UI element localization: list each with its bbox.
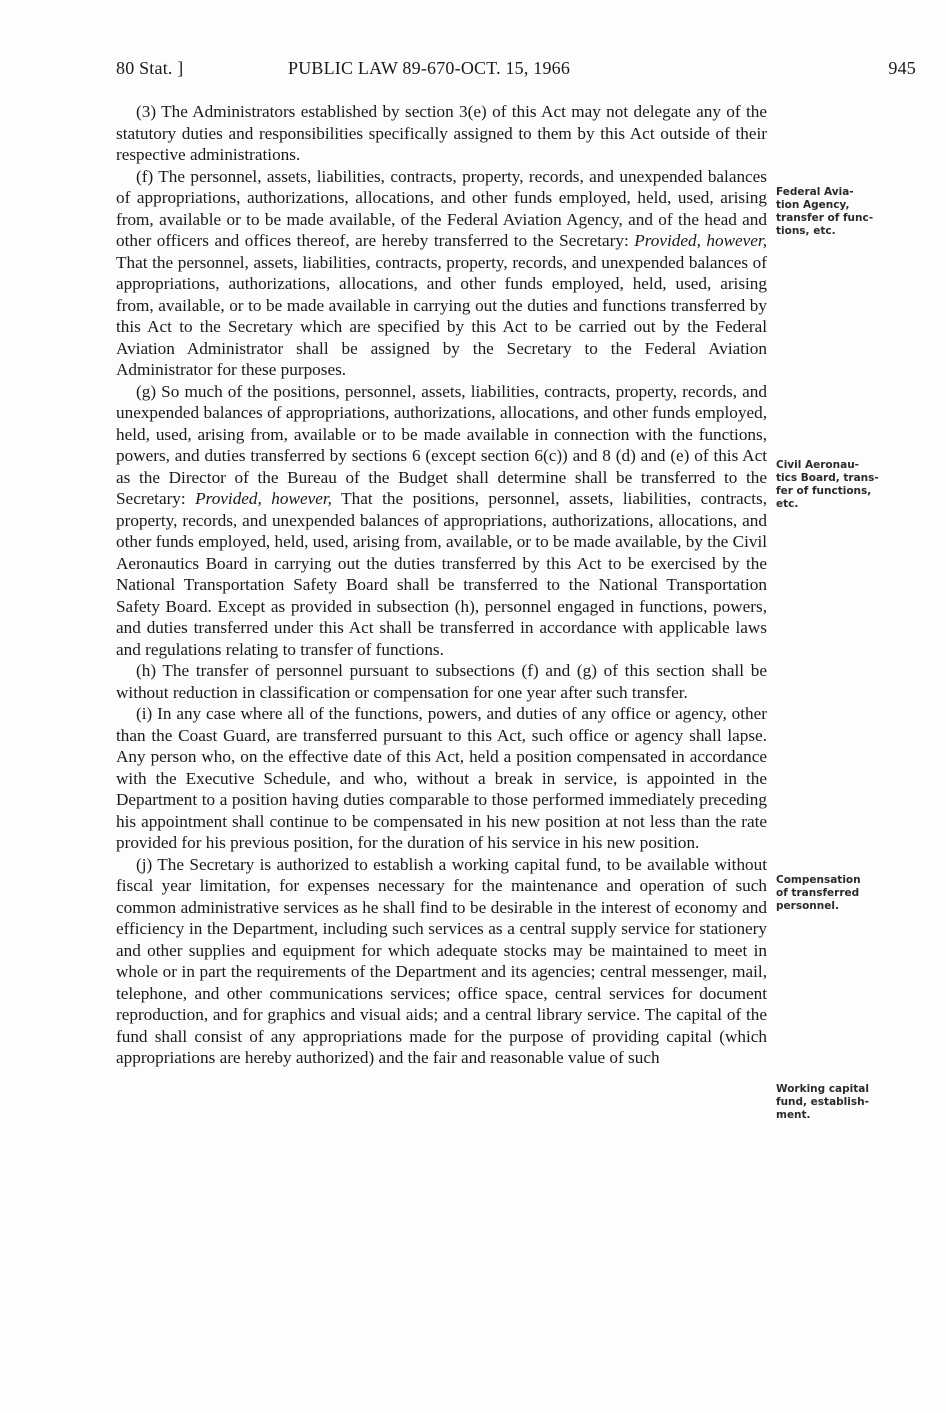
paragraph-g-proviso: Provided, however, — [195, 489, 332, 508]
paragraph-g — [116, 381, 767, 661]
margin-note-working-capital: Working capital fund, establish- ment. — [776, 1083, 869, 1121]
margin-note-compensation: Compensation of transferred personnel. — [776, 874, 861, 912]
margin-note-faa: Federal Avia- tion Agency, transfer of func- tions, etc. — [776, 186, 874, 237]
paragraph-g-text-cont: That the positions, personnel, assets, liabilities, contracts, property, records, and unexpended balances of appropriations, authorizations, allocations, and other funds employed, held, used, arising from, available, or to be made available, by the Civil Aeronautics Board in carrying out the duties transferred by this Act to be exercised by the National Transportation Safety Board shall be transferred to the National Transportation Safety Board. Except as provided in subsection (h), personnel engaged in functions, powers, and duties transferred under this Act shall be transferred in accordance with applicable laws and regulations relating to transfer of functions. — [116, 489, 767, 659]
page-header — [116, 58, 916, 88]
paragraph-f — [116, 166, 767, 381]
paragraph-f-proviso: Provided, however, — [634, 231, 767, 250]
paragraph-g-text: (g) So much of the positions, personnel, assets, liabilities, contracts, property, records, and unexpended balances of appropriations, authorizations, allocations, and other funds employed, held, used, arising from, available or to be made available in connection with the functions, powers, and duties transferred by sections 6 (except section 6(c)) and 8 (d) and (e) of this Act as the Director of the Bureau of the Budget shall determine shall be transferred to the Secretary: — [116, 381, 767, 508]
body-text — [116, 101, 767, 1069]
paragraph-f-text: (f) The personnel, assets, liabilities, contracts, property, records, and unexpended balances of appropriations, authorizations, allocations, and other funds employed, held, used, arising from, available or to be made available, of the Federal Aviation Agency, and of the head and other officers and offices thereof, are hereby transferred to the Secretary: — [116, 166, 767, 250]
paragraph-3: (3) The Administrators established by section 3(e) of this Act may not delegate any of the statutory duties and responsibilities specifically assigned to them by this Act outside of their respective administrations. — [116, 102, 767, 164]
page-number: 945 — [888, 58, 916, 78]
public-law-title: PUBLIC LAW 89-670-OCT. 15, 1966 — [288, 58, 571, 78]
statute-reference: 80 Stat. ] — [116, 58, 184, 78]
paragraph-f-text-cont: That the personnel, assets, liabilities, contracts, property, records, and unexpended balances of appropriations, authorizations, allocations, and other funds employed, held, used, arising from, available, or to be made available in carrying out the duties and functions transferred by this Act to the Secretary which are specified by this Act to be carried out by the Federal Aviation Administrator shall be assigned by the Secretary to the Federal Aviation Administrator for these purposes. — [116, 252, 767, 379]
paragraph-j: (j) The Secretary is authorized to establish a working capital fund, to be available without fiscal year limitation, for expenses necessary for the maintenance and operation of such common administrative services as he shall find to be desirable in the interest of economy and efficiency in the Department, including such services as a central supply service for stationery and other supplies and equipment for which adequate stocks may be maintained to meet in whole or in part the requirements of the Department and its agencies; central messenger, mail, telephone, and other communications services; office space, central services for document reproduction, and for graphics and visual aids; and a central library service. The capital of the fund shall consist of any appropriations made for the purpose of providing capital (which appropriations are hereby authorized) and the fair and reasonable value of such — [116, 854, 767, 1067]
paragraph-i: (i) In any case where all of the functions, powers, and duties of any office or agency, other than the Coast Guard, are transferred pursuant to this Act, such office or agency shall lapse. Any person who, on the effective date of this Act, held a position compensated in accordance with the Executive Schedule, and who, without a break in service, is appointed in the Department to a position having duties comparable to those performed immediately preceding his appointment shall continue to be compensated in his new position at not less than the rate provided for his previous position, for the duration of his service in his new position. — [116, 704, 767, 852]
margin-note-cab: Civil Aeronau- tics Board, trans- fer of functions, etc. — [776, 459, 879, 510]
paragraph-h: (h) The transfer of personnel pursuant to subsections (f) and (g) of this section shall be without reduction in classification or compensation for one year after such transfer. — [116, 661, 767, 702]
